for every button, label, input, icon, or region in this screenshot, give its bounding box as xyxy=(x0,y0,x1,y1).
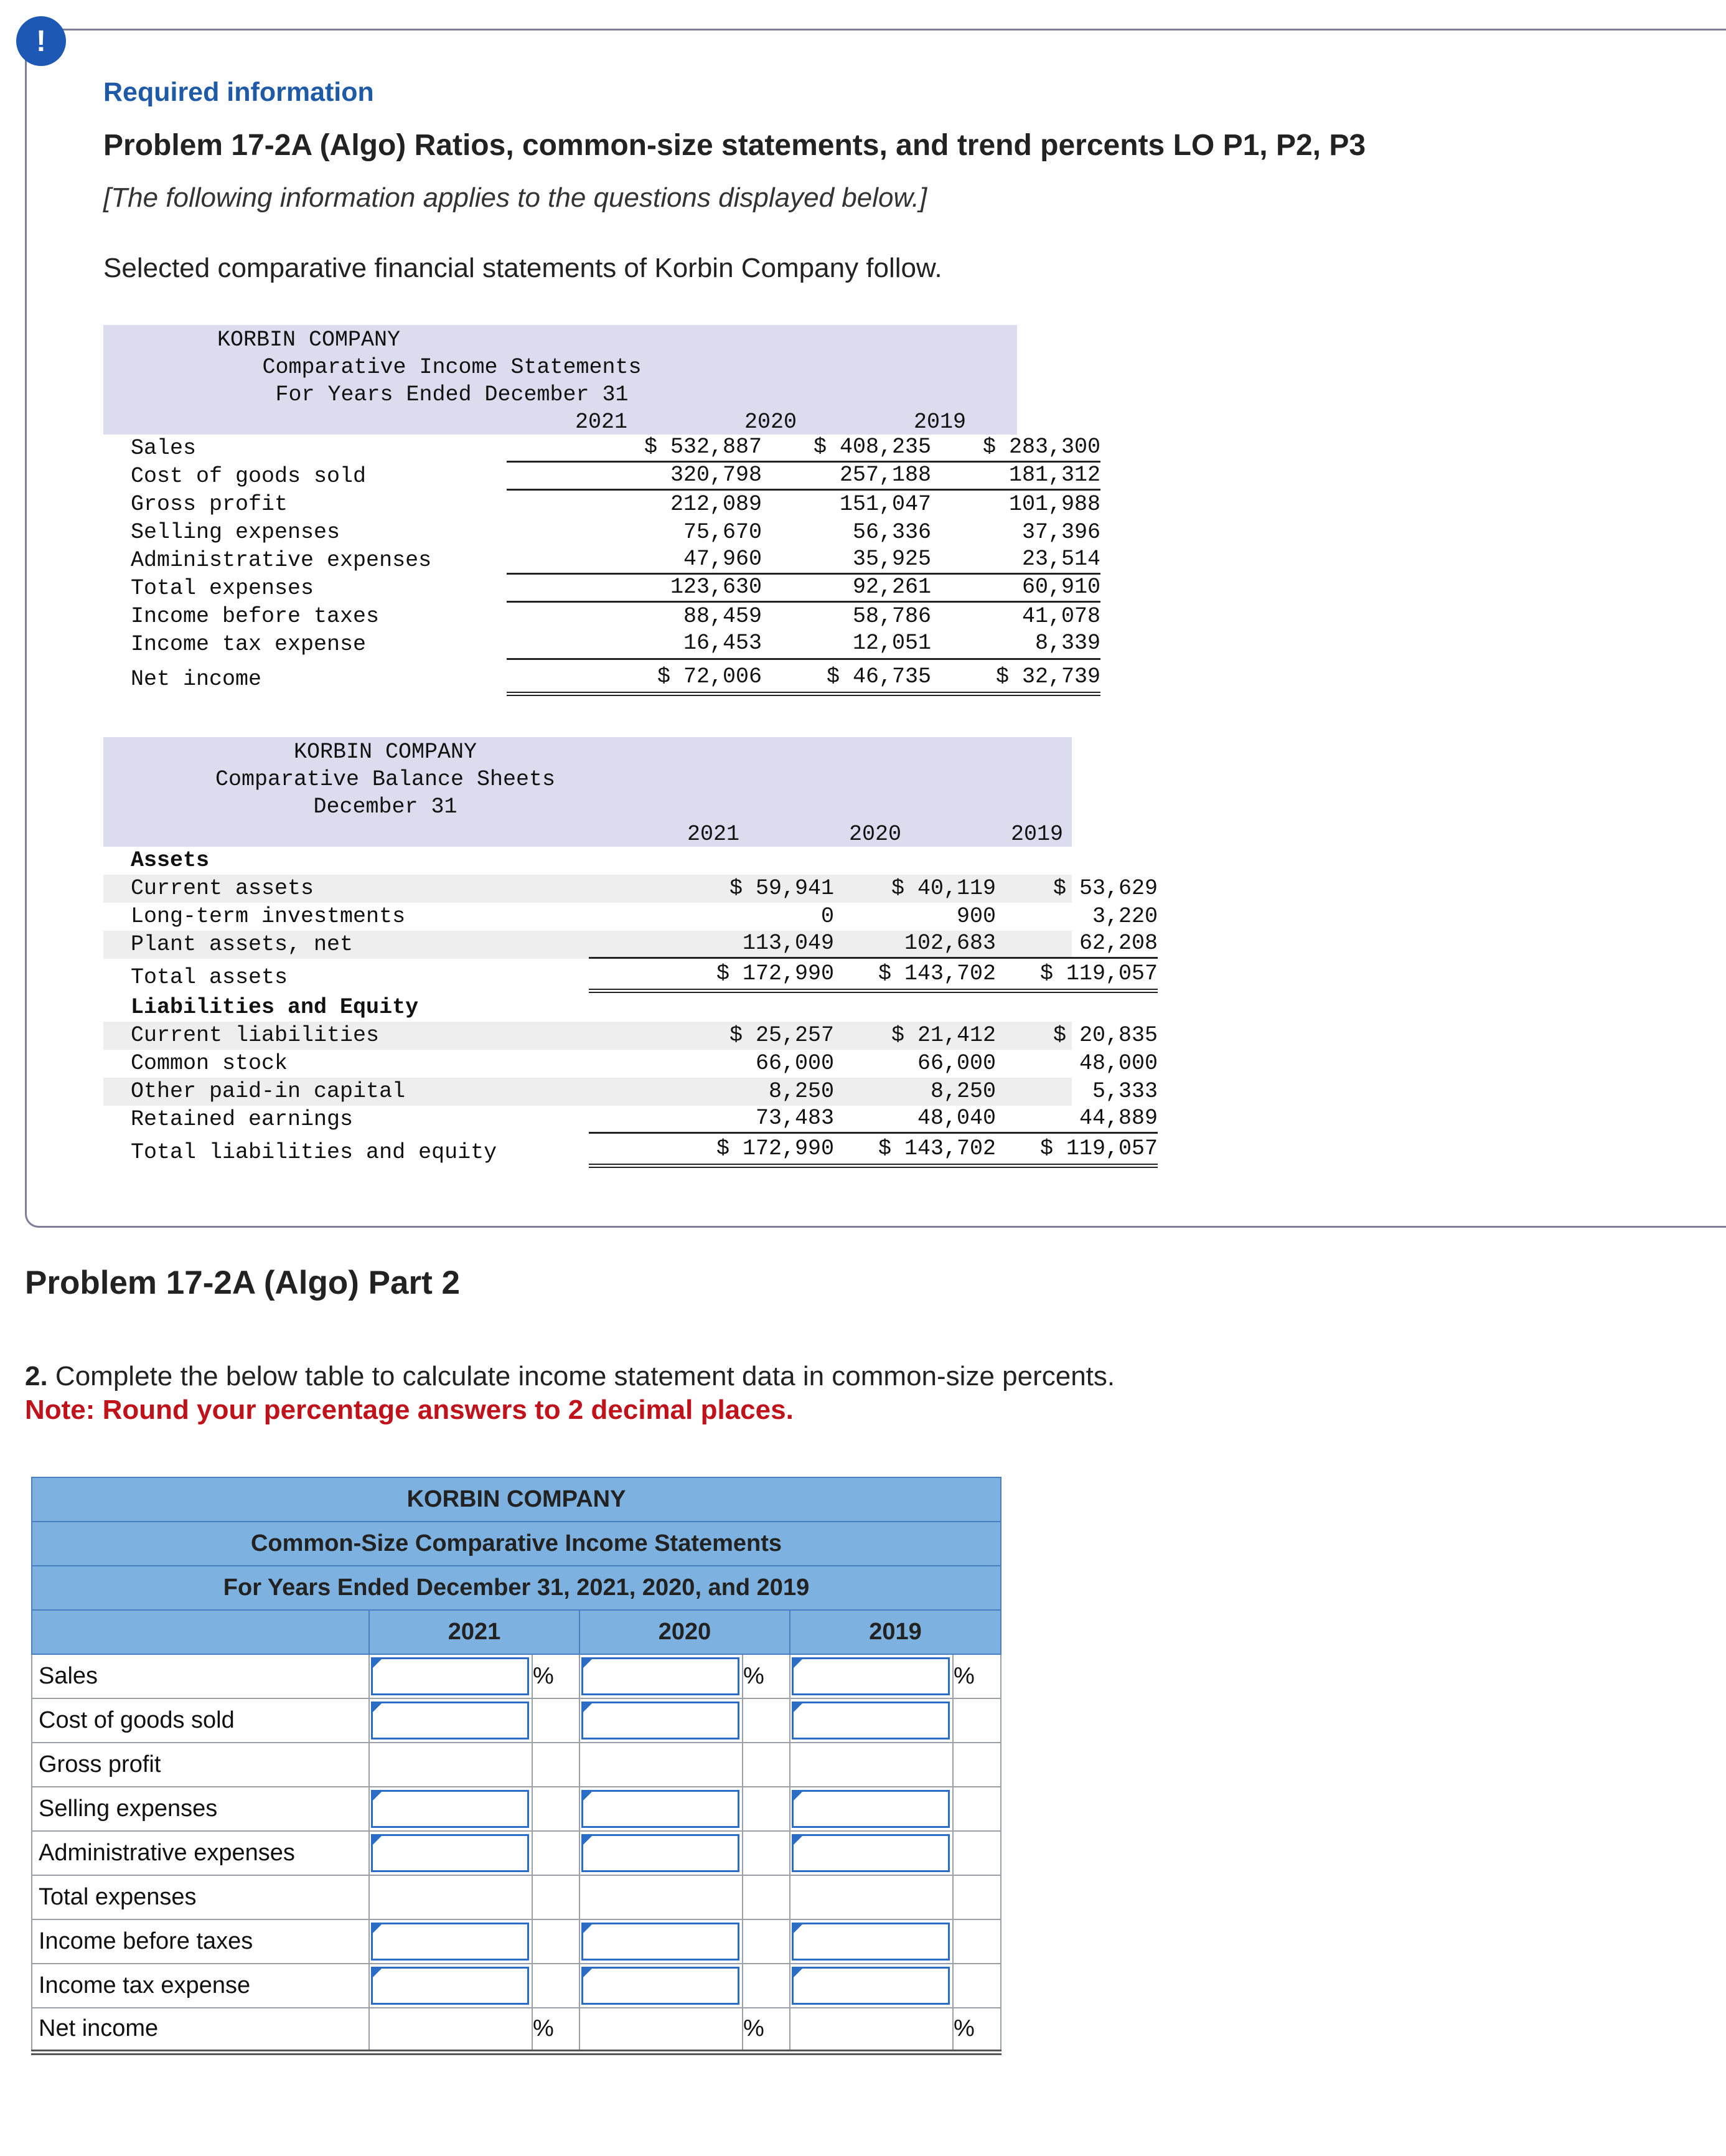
table-header-blank xyxy=(32,1610,369,1654)
bs-row-other-paid-in: Other paid-in capital 8,250 8,250 5,333 xyxy=(103,1078,1072,1106)
exclamation-icon: ! xyxy=(16,16,66,66)
applies-note: [The following information applies to the questions displayed below.] xyxy=(103,182,927,213)
bs-rows xyxy=(103,847,1158,1169)
bs-row-total-liab-equity: Total liabilities and equity $ 172,990 $ 143,702 $ 119,057 xyxy=(103,1134,1072,1169)
pct-symbol: % xyxy=(953,1654,1001,1698)
is-row-tax-expense: Income tax expense 16,453 12,051 8,339 xyxy=(103,631,1017,661)
bs-row-current-assets: Current assets $ 59,941 $ 40,119 $ 53,629 xyxy=(103,875,1072,903)
pct-symbol: % xyxy=(743,1654,790,1698)
table-row-income-before-taxes: Income before taxes xyxy=(32,1919,1001,1964)
is-row-net-income: Net income $ 72,006 $ 46,735 $ 32,739 xyxy=(103,661,1017,697)
pct-symbol: % xyxy=(953,2008,1001,2052)
table-row-admin: Administrative expenses xyxy=(32,1831,1001,1875)
bs-row-common-stock: Common stock 66,000 66,000 48,000 xyxy=(131,1051,1158,1076)
is-row-cogs: Cost of goods sold 320,798 257,188 181,312 xyxy=(103,463,1017,491)
tax-2019-input[interactable] xyxy=(790,1964,953,2008)
tax-2021-input[interactable] xyxy=(369,1964,532,2008)
question-number: 2. xyxy=(25,1361,48,1391)
is-period: For Years Ended December 31 xyxy=(275,382,629,407)
table-row-cogs: Cost of goods sold xyxy=(32,1698,1001,1743)
table-title: Common-Size Comparative Income Statements xyxy=(32,1522,1001,1566)
table-year-2020: 2020 xyxy=(579,1610,790,1654)
is-year-2019: 2019 xyxy=(913,410,966,435)
table-row-total-expenses: Total expenses xyxy=(32,1875,1001,1919)
table-row-net-income: Net income % % % xyxy=(32,2008,1001,2052)
is-row-gross-profit: Gross profit 212,089 151,047 101,988 xyxy=(131,492,1100,517)
bs-year-2021: 2021 xyxy=(687,822,739,847)
cogs-2019-input[interactable] xyxy=(790,1698,953,1743)
question-body: Complete the below table to calculate income statement data in common-size percents. xyxy=(47,1361,1115,1391)
bs-period: December 31 xyxy=(313,794,457,819)
table-row-sales: Sales % % % xyxy=(32,1654,1001,1698)
ibt-2019-input[interactable] xyxy=(790,1919,953,1964)
is-year-2021: 2021 xyxy=(575,410,627,435)
sales-2020-input[interactable] xyxy=(579,1654,743,1698)
is-rows xyxy=(103,435,1100,697)
is-row-total-expenses: Total expenses 123,630 92,261 60,910 xyxy=(103,575,1017,603)
bs-row-total-assets: Total assets $ 172,990 $ 143,702 $ 119,057 xyxy=(103,959,1072,994)
is-row-admin: Administrative expenses 47,960 35,925 23,514 xyxy=(103,547,1017,575)
is-row-sales: Sales $ 532,887 $ 408,235 $ 283,300 xyxy=(103,435,1017,463)
bs-title: Comparative Balance Sheets xyxy=(215,767,556,792)
bs-row-retained-earnings: Retained earnings 73,483 48,040 44,889 xyxy=(103,1106,1072,1134)
table-row-selling: Selling expenses xyxy=(32,1787,1001,1831)
ibt-2021-input[interactable] xyxy=(369,1919,532,1964)
bs-row-lt-investments: Long-term investments 0 900 3,220 xyxy=(131,904,1158,929)
table-period: For Years Ended December 31, 2021, 2020, and 2019 xyxy=(32,1566,1001,1610)
admin-2020-input[interactable] xyxy=(579,1831,743,1875)
admin-2019-input[interactable] xyxy=(790,1831,953,1875)
question-text xyxy=(25,1361,1115,1392)
selling-2021-input[interactable] xyxy=(369,1787,532,1831)
intro-text: Selected comparative financial statements of Korbin Company follow. xyxy=(103,253,942,283)
table-year-2019: 2019 xyxy=(790,1610,1001,1654)
table-row-tax-expense: Income tax expense xyxy=(32,1964,1001,2008)
table-company: KORBIN COMPANY xyxy=(32,1477,1001,1522)
common-size-table xyxy=(31,1477,1001,2055)
is-company: KORBIN COMPANY xyxy=(217,327,401,352)
is-title: Comparative Income Statements xyxy=(262,355,642,380)
is-row-income-before-taxes: Income before taxes 88,459 58,786 41,078 xyxy=(131,604,1100,629)
table-year-2021: 2021 xyxy=(369,1610,579,1654)
is-year-2020: 2020 xyxy=(744,410,797,435)
pct-symbol: % xyxy=(532,1654,579,1698)
pct-symbol: % xyxy=(532,2008,579,2052)
pct-symbol: % xyxy=(743,2008,790,2052)
cogs-2021-input[interactable] xyxy=(369,1698,532,1743)
table-row-gross-profit: Gross profit xyxy=(32,1743,1001,1787)
bs-year-2020: 2020 xyxy=(848,822,901,847)
bs-company: KORBIN COMPANY xyxy=(293,740,477,765)
sales-2019-input[interactable] xyxy=(790,1654,953,1698)
bs-year-2019: 2019 xyxy=(1010,822,1063,847)
admin-2021-input[interactable] xyxy=(369,1831,532,1875)
cogs-2020-input[interactable] xyxy=(579,1698,743,1743)
is-row-selling: Selling expenses 75,670 56,336 37,396 xyxy=(131,520,1100,545)
selling-2019-input[interactable] xyxy=(790,1787,953,1831)
problem-title: Problem 17-2A (Algo) Ratios, common-size statements, and trend percents LO P1, P2, P3 xyxy=(103,129,1366,162)
bs-liabilities-heading-row: Liabilities and Equity xyxy=(131,995,419,1020)
part-title: Problem 17-2A (Algo) Part 2 xyxy=(25,1264,460,1301)
ibt-2020-input[interactable] xyxy=(579,1919,743,1964)
rounding-note: Note: Round your percentage answers to 2 decimal places. xyxy=(25,1395,794,1425)
sales-2021-input[interactable] xyxy=(369,1654,532,1698)
required-info-label: Required information xyxy=(103,77,374,107)
tax-2020-input[interactable] xyxy=(579,1964,743,2008)
bs-assets-heading-row: Assets xyxy=(131,848,210,873)
bs-row-current-liabilities: Current liabilities $ 25,257 $ 21,412 $ 20,835 xyxy=(103,1022,1072,1050)
bs-row-plant-assets: Plant assets, net 113,049 102,683 62,208 xyxy=(103,931,1072,959)
selling-2020-input[interactable] xyxy=(579,1787,743,1831)
